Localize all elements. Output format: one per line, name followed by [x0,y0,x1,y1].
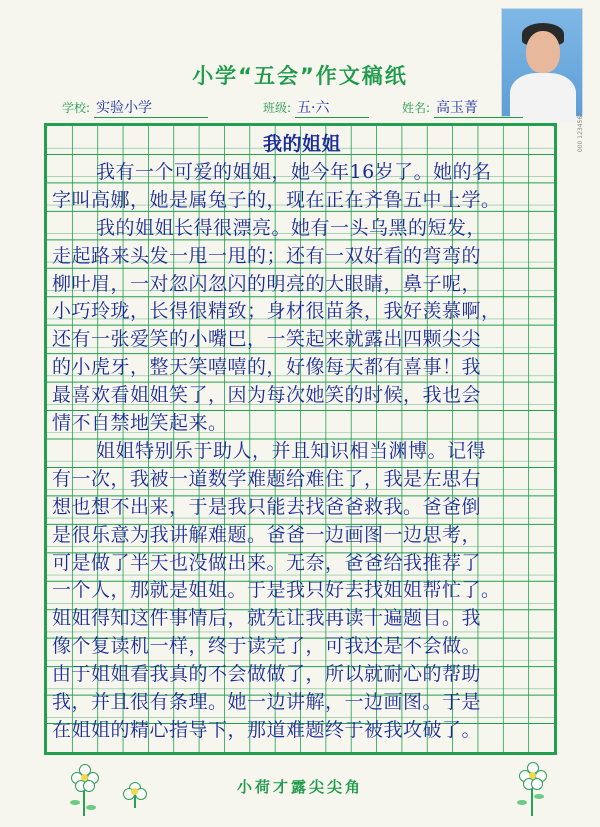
essay-line: 姐姐得知这件事情后，就先让我再读十遍题目。我 [52,607,482,630]
essay-line: 走起路来头发一甩一甩的；还有一双好看的弯弯的 [52,244,482,267]
essay-line: 我有一个可爱的姐姐，她今年16岁了。她的名 [96,160,492,183]
essay-line: 情不自禁地笑起来。 [52,412,228,434]
essay-line: 是很乐意为我讲解难题。爸爸一边画图一边思考， [52,523,482,546]
name-field [402,97,523,118]
paper-title: 小学“五会”作文稿纸 [192,64,408,88]
name-label: 姓名: [402,101,431,115]
essay-line: 像个复读机一样，终于读完了，可我还是不会做。 [52,635,482,658]
essay-line: 由于姐姐看我真的不会做做了，所以就耐心的帮助 [52,663,482,686]
class-value: 五·六 [295,97,369,118]
class-field [263,97,369,118]
school-label: 学校: [62,101,91,115]
flower-right-icon [505,758,565,818]
essay-line: 姐姐特别乐于助人，并且知识相当渊博。记得 [96,439,487,462]
essay-line: 字叫高娜，她是属兔子的，现在正在齐鲁五中上学。 [52,188,501,211]
flower-small-icon [120,780,150,810]
essay-line: 最喜欢看姐姐笑了，因为每次她笑的时候，我也会 [52,384,482,407]
essay-line: 还有一张爱笑的小嘴巴，一笑起来就露出四颗尖尖 [52,328,482,351]
name-value: 高玉菁 [434,97,523,118]
class-label: 班级: [263,101,292,115]
school-field [62,97,208,118]
essay-line: 可是做了半天也没做出来。无奈，爸爸给我推荐了 [52,551,482,574]
footer-slogan: 小荷才露尖尖角 [236,778,363,796]
essay-line: 小巧玲珑，长得很精致；身材很苗条，我好羡慕啊， [52,300,501,323]
essay-line: 的小虎牙，整天笑嘻嘻的，好像每天都有喜事！我 [52,356,482,379]
essay-line: 有一次，我被一道数学难题给难住了，我是左思右 [52,467,482,490]
photo-serial: 000 1234567 [577,112,584,153]
essay-line: 我的姐姐长得很漂亮。她有一头乌黑的短发， [96,216,487,239]
essay-line: 一个人，那就是姐姐。于是我只好去找姐姐帮忙了。 [52,579,501,602]
essay-line: 想也想不出来，于是我只能去找爸爸救我。爸爸倒 [52,495,482,518]
flower-left-icon [55,760,115,820]
essay-line: 在姐姐的精心指导下，那道难题终于被我攻破了。 [52,718,482,741]
school-value: 实验小学 [94,97,208,118]
essay-title: 我的姐姐 [262,133,341,155]
essay-line: 柳叶眉，一对忽闪忽闪的明亮的大眼睛，鼻子呢， [52,272,482,295]
essay-line: 我，并且很有条理。她一边讲解，一边画图。于是 [52,691,482,713]
